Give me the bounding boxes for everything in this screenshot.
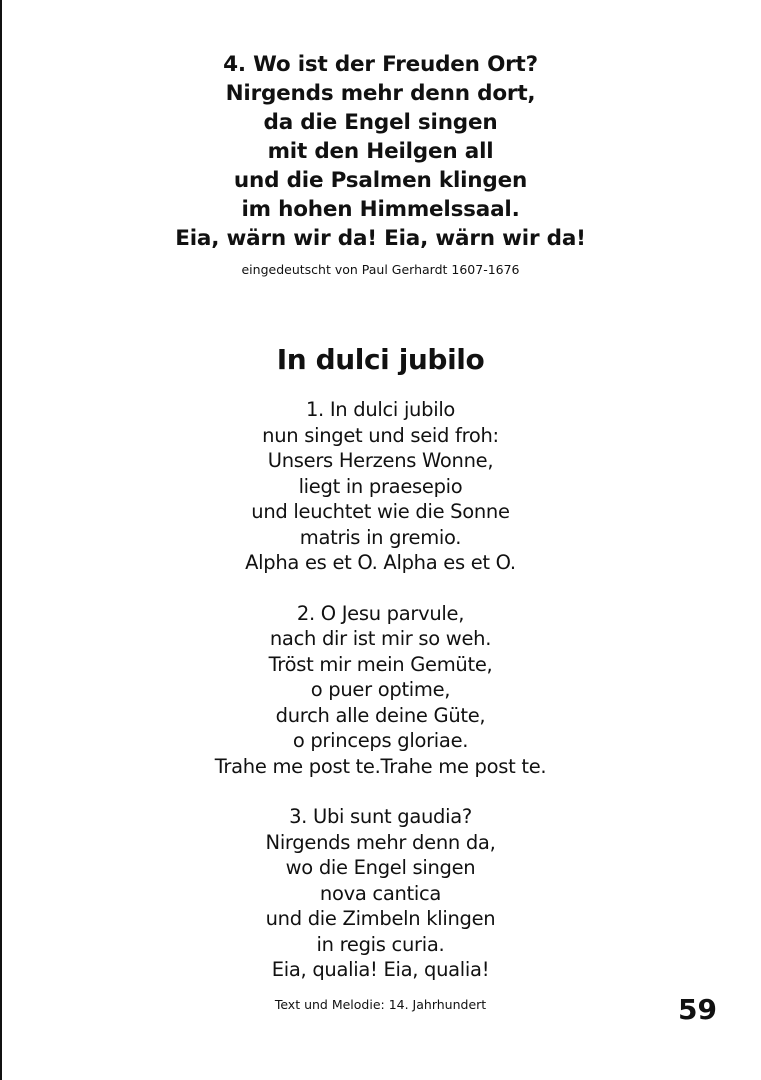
stanza-line: Nirgends mehr denn dort, [225, 81, 536, 106]
verse-line: liegt in praesepio [298, 474, 463, 498]
verse-line: nun singet und seid froh: [262, 423, 499, 447]
verse-line: Alpha es et O. Alpha es et O. [245, 551, 516, 574]
verse-line: und leuchtet wie die Sonne [251, 500, 510, 523]
stanza-line: und die Psalmen klingen [233, 168, 528, 193]
song-credit: Text und Melodie: 14. Jahrhundert [274, 997, 487, 1012]
verse-line: o puer optime, [310, 678, 451, 701]
verse-line: Trahe me post te.Trahe me post te. [214, 754, 547, 778]
verse-line: Unsers Herzens Wonne, [267, 449, 494, 472]
stanza-line: Eia, wärn wir da! Eia, wärn wir da! [175, 226, 586, 251]
stanza-line: im hohen Himmelssaal. [241, 197, 520, 222]
verse-line: wo die Engel singen [285, 856, 476, 879]
stanza-line: da die Engel singen [263, 110, 498, 135]
song-title: In dulci jubilo [276, 343, 485, 376]
verse-line: und die Zimbeln klingen [265, 907, 496, 930]
verse-line: nach dir ist mir so weh. [269, 627, 492, 650]
verse-line: 1. In dulci jubilo [305, 398, 456, 421]
verse-line: Tröst mir mein Gemüte, [268, 652, 493, 676]
verse-line: in regis curia. [316, 932, 445, 956]
verse-line: nova cantica [319, 881, 442, 905]
stanza-line: mit den Heilgen all [267, 139, 494, 164]
previous-song-stanza-4 [0, 50, 761, 253]
verse-line: o princeps gloriae. [292, 729, 469, 752]
page-number: 59 [678, 993, 717, 1026]
verse-line: Nirgends mehr denn da, [265, 830, 496, 854]
song-verses [0, 397, 761, 1008]
verse-2 [0, 601, 761, 780]
translation-credit: eingedeutscht von Paul Gerhardt 1607-1676 [241, 262, 520, 277]
verse-1 [0, 397, 761, 576]
verse-line: matris in gremio. [299, 525, 462, 549]
verse-line: durch alle deine Güte, [275, 703, 486, 727]
verse-3 [0, 804, 761, 983]
verse-line: 2. O Jesu parvule, [296, 601, 465, 625]
stanza-line: 4. Wo ist der Freuden Ort? [223, 52, 538, 77]
verse-line: Eia, qualia! Eia, qualia! [271, 958, 490, 981]
verse-line: 3. Ubi sunt gaudia? [289, 805, 472, 828]
